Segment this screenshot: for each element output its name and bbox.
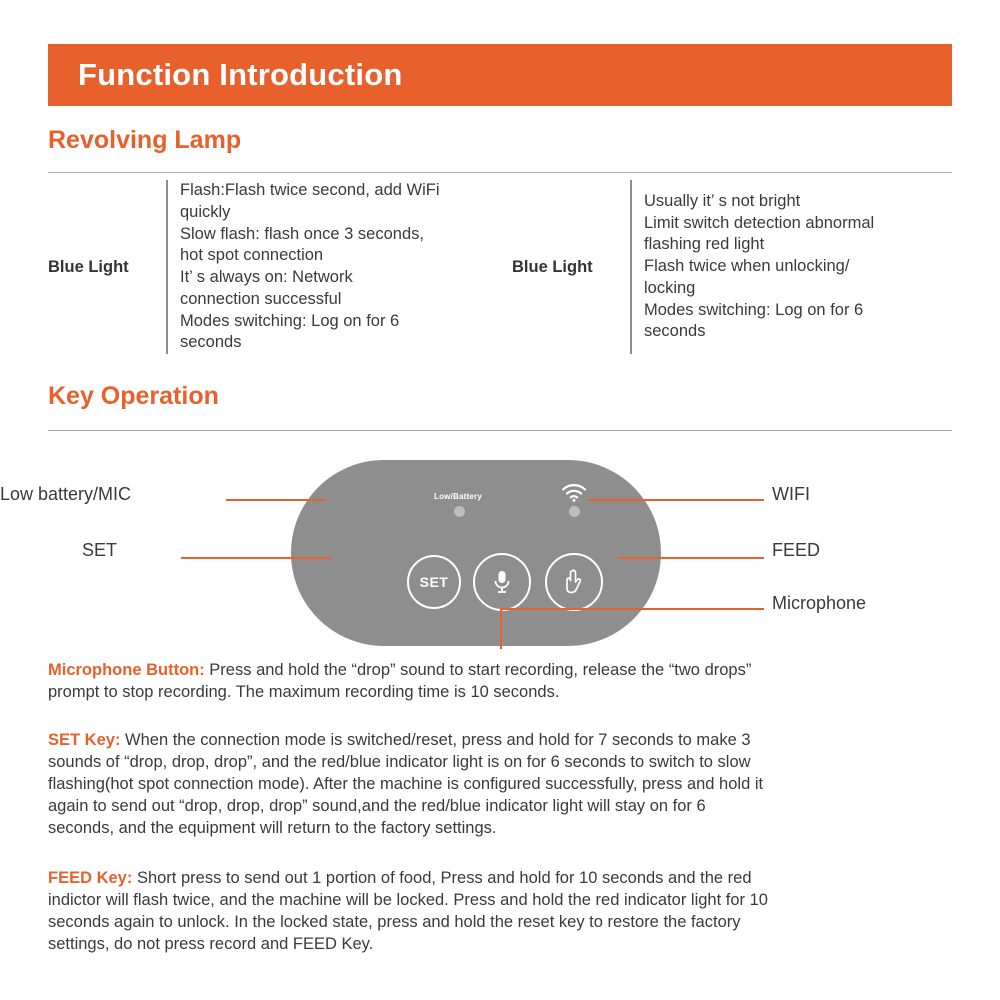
- divider-line-bottom: [48, 430, 952, 431]
- wifi-icon: [561, 484, 587, 502]
- lamp-vertical-divider-right: [630, 180, 632, 354]
- lamp-text-line: seconds: [180, 333, 242, 352]
- paragraph-key-feed: FEED Key:: [48, 869, 133, 887]
- lamp-text-line: seconds: [644, 322, 706, 341]
- lamp-column-right: [512, 180, 952, 354]
- lamp-text-line: Modes switching: Log on for 6: [180, 311, 400, 330]
- lamp-text-line: connection successful: [180, 289, 342, 308]
- paragraph-text-line: indictor will flash twice, and the machine will be locked. Press and hold the red indicator light for 10: [48, 890, 768, 909]
- lamp-text-line: hot spot connection: [180, 246, 324, 265]
- revolving-lamp-table: [48, 180, 952, 354]
- lamp-text-line: quickly: [180, 202, 231, 221]
- callout-microphone: Microphone: [772, 593, 867, 613]
- lamp-text-line: Usually it’ s not bright: [644, 191, 801, 210]
- set-button[interactable]: [407, 555, 461, 609]
- paragraph-set-key: [48, 730, 952, 840]
- paragraph-text-line: Short press to send out 1 portion of food, Press and hold for 10 seconds and the red: [132, 869, 752, 887]
- lamp-text-line: Flash twice when unlocking/: [644, 257, 850, 276]
- paragraph-key-microphone: Microphone Button:: [48, 661, 205, 679]
- paragraph-text-line: prompt to stop recording. The maximum recording time is 10 seconds.: [48, 682, 560, 701]
- leader-line-feed: [618, 557, 764, 559]
- lamp-text-line: flashing red light: [644, 235, 765, 254]
- microphone-button[interactable]: [473, 553, 531, 611]
- callout-wifi: WIFI: [772, 484, 810, 504]
- paragraph-text-line: flashing(hot spot connection mode). After the machine is configured successfully, press and hold it: [48, 774, 764, 793]
- callout-set: SET: [82, 540, 118, 560]
- page-header-banner: [48, 44, 952, 106]
- set-button-label: SET: [419, 574, 449, 590]
- paragraph-text-line: seconds, and the equipment will return to the factory settings.: [48, 818, 497, 837]
- lamp-label-left: Blue Light: [48, 257, 129, 276]
- lamp-text-line: Slow flash: flash once 3 seconds,: [180, 224, 424, 243]
- leader-line-low-battery: [226, 499, 326, 501]
- section-heading-key-operation: Key Operation: [48, 382, 219, 410]
- lamp-text-line: Limit switch detection abnormal: [644, 213, 875, 232]
- paragraph-text-line: Press and hold the “drop” sound to start recording, release the “two drops”: [204, 661, 752, 679]
- low-battery-led-indicator: [454, 506, 465, 517]
- leader-line-wifi: [588, 499, 764, 501]
- lamp-text-line: locking: [644, 278, 696, 297]
- paragraph-microphone-button: [48, 660, 952, 704]
- microphone-icon: [491, 567, 513, 597]
- section-heading-revolving-lamp: Revolving Lamp: [48, 126, 242, 154]
- paragraph-feed-key: [48, 868, 952, 956]
- callout-low-battery-mic: Low battery/MIC: [0, 484, 132, 504]
- lamp-text-line: Flash:Flash twice second, add WiFi: [180, 181, 440, 199]
- paragraph-text-line: When the connection mode is switched/reset, press and hold for 7 seconds to make 3: [120, 731, 751, 749]
- hand-feed-icon: [563, 567, 585, 597]
- leader-line-microphone-vertical: [500, 607, 502, 649]
- device-body: [291, 460, 661, 646]
- page-title: Function Introduction: [78, 57, 403, 92]
- paragraph-text-line: sounds of “drop, drop, drop”, and the red/blue indicator light is on for 6 seconds to switch to slow: [48, 752, 751, 771]
- paragraph-text-line: settings, do not press record and FEED Key.: [48, 934, 374, 953]
- paragraph-text-line: seconds again to unlock. In the locked state, press and hold the reset key to restore the factory: [48, 912, 741, 931]
- lamp-text-line: It’ s always on: Network: [180, 268, 353, 287]
- paragraph-text-line: again to send out “drop, drop, drop” sound,and the red/blue indicator light will stay on for 6: [48, 796, 706, 815]
- paragraph-key-set: SET Key:: [48, 731, 121, 749]
- leader-line-microphone-horizontal: [500, 608, 764, 610]
- lamp-label-right: Blue Light: [512, 257, 593, 276]
- lamp-text-left: [180, 180, 440, 354]
- lamp-text-line: Modes switching: Log on for 6: [644, 300, 864, 319]
- wifi-led-indicator: [569, 506, 580, 517]
- callout-feed: FEED: [772, 540, 821, 560]
- lamp-column-left: [48, 180, 488, 354]
- lamp-vertical-divider-left: [166, 180, 168, 354]
- divider-line-top: [48, 172, 952, 173]
- low-battery-led-label: Low/Battery: [434, 492, 482, 501]
- lamp-text-right: [644, 191, 874, 343]
- feed-button[interactable]: [545, 553, 603, 611]
- leader-line-set: [181, 557, 331, 559]
